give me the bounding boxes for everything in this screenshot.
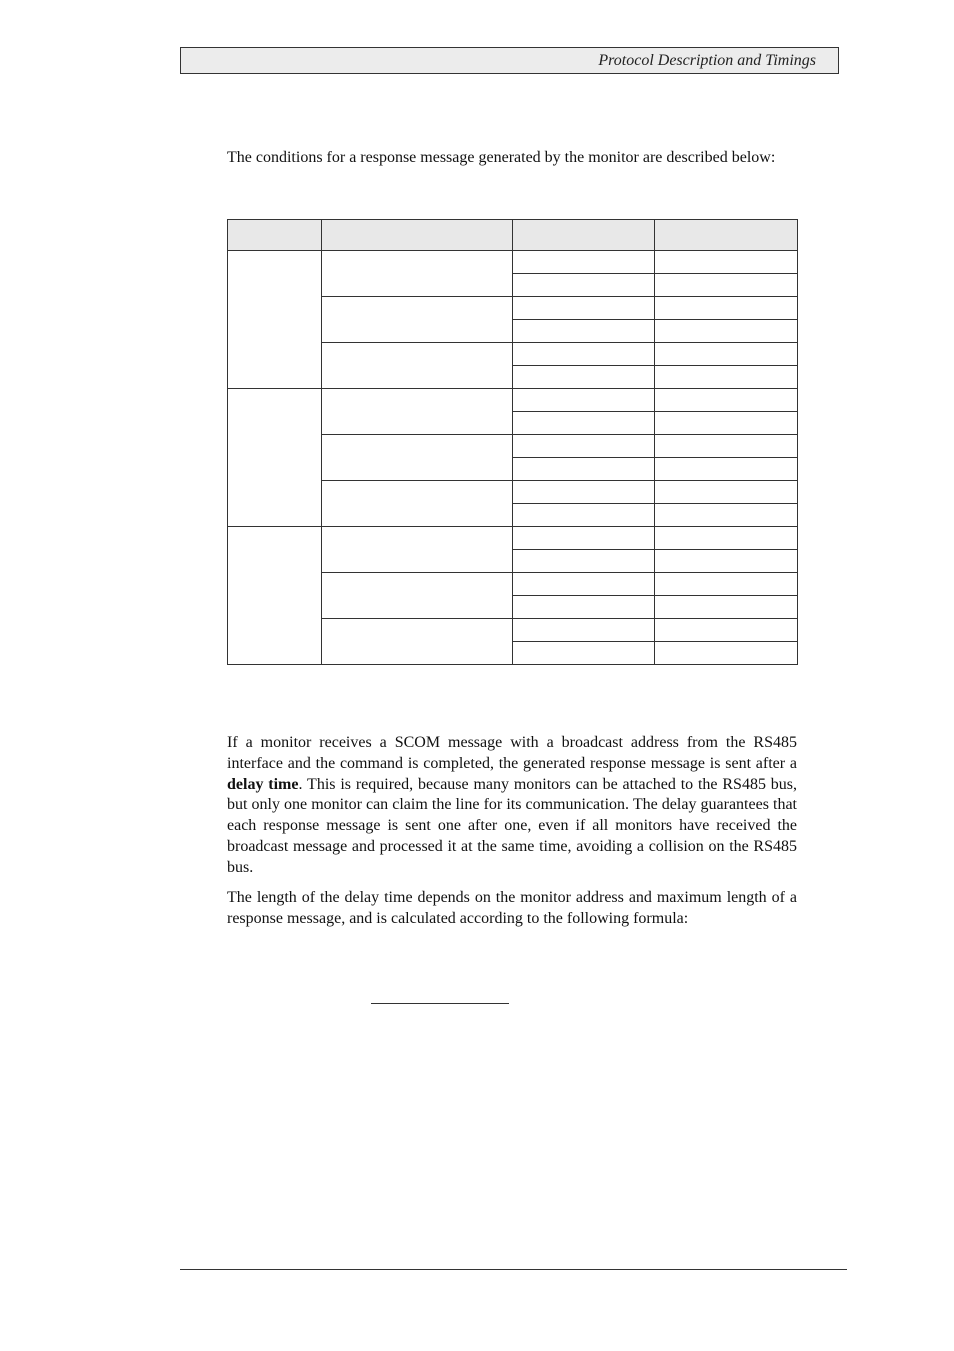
paragraph-text: . This is required, because many monitors can be attached to the RS485 bus, but only one monitor can claim the line for its communication. The delay guarantees that each response message is sent one after one, even if all monitors have received the broadcast message and processed it at the same time, avoiding a collision on the RS485 bus. [227, 775, 798, 876]
paragraph-text: If a monitor receives a SCOM message with a broadcast address from the RS485 interface and the command is completed, the generated response message is sent after a [227, 734, 797, 772]
table-header-row [228, 220, 798, 251]
table-cell [655, 642, 798, 665]
table-cell-subgroup [322, 619, 513, 665]
table-cell [513, 619, 655, 642]
table-cell [655, 274, 798, 297]
table-cell [513, 389, 655, 412]
table-header-cell [228, 220, 322, 251]
table-cell [513, 274, 655, 297]
conditions-table [227, 219, 798, 665]
delay-time-term: delay time [227, 775, 299, 793]
table-cell [513, 504, 655, 527]
table-cell-subgroup [322, 435, 513, 481]
table-cell [513, 596, 655, 619]
table-cell [655, 389, 798, 412]
table-cell-subgroup [322, 297, 513, 343]
table-cell [513, 527, 655, 550]
table-cell-subgroup [322, 481, 513, 527]
broadcast-paragraph [227, 733, 797, 879]
table-cell-subgroup [322, 251, 513, 297]
table-row [228, 389, 798, 412]
table-cell [655, 550, 798, 573]
table-cell [655, 366, 798, 389]
table-cell [655, 527, 798, 550]
table-cell-subgroup [322, 573, 513, 619]
table-cell [655, 297, 798, 320]
table-row [228, 527, 798, 550]
page-header [180, 47, 839, 74]
table-cell [513, 435, 655, 458]
table-cell [655, 320, 798, 343]
table-cell [513, 412, 655, 435]
table-cell [655, 412, 798, 435]
table-cell [655, 435, 798, 458]
table-cell-group [228, 251, 322, 389]
table-header-cell [513, 220, 655, 251]
table-cell [655, 596, 798, 619]
table-cell-group [228, 527, 322, 665]
formula-fraction-bar [371, 1003, 509, 1004]
table-cell [513, 366, 655, 389]
table-cell [655, 481, 798, 504]
table-cell [513, 297, 655, 320]
table-cell [513, 320, 655, 343]
table-cell [513, 458, 655, 481]
delay-length-paragraph: The length of the delay time depends on the monitor address and maximum length of a response message, and is calculated according to the following formula: [227, 889, 797, 927]
table-cell-subgroup [322, 527, 513, 573]
header-title: Protocol Description and Timings [598, 52, 816, 69]
table-cell [513, 642, 655, 665]
table-cell [655, 619, 798, 642]
table-cell-subgroup [322, 389, 513, 435]
table-cell [513, 550, 655, 573]
table-cell [513, 481, 655, 504]
table-cell-group [228, 389, 322, 527]
intro-text: The conditions for a response message generated by the monitor are described below: [227, 149, 776, 166]
table-cell [655, 343, 798, 366]
table-row [228, 251, 798, 274]
table-header-cell [322, 220, 513, 251]
table-cell [655, 573, 798, 596]
table-cell-subgroup [322, 343, 513, 389]
table-cell [513, 251, 655, 274]
table-cell [655, 458, 798, 481]
table-header-cell [655, 220, 798, 251]
table-cell [513, 573, 655, 596]
table-cell [513, 343, 655, 366]
table-cell [655, 504, 798, 527]
table-cell [655, 251, 798, 274]
footer-rule [180, 1269, 847, 1270]
